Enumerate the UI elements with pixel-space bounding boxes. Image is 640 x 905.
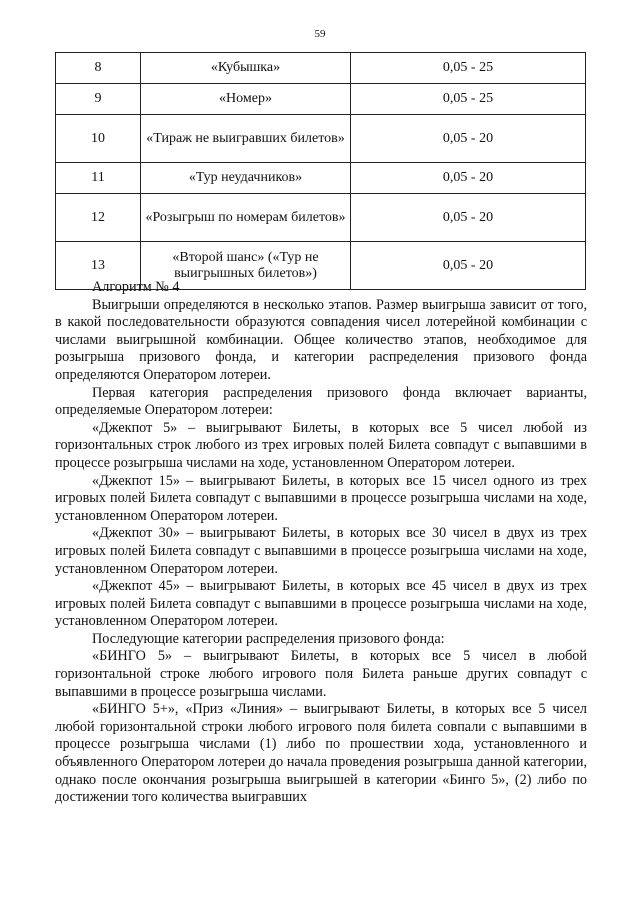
row-number: 8 <box>56 53 141 84</box>
row-number: 10 <box>56 115 141 163</box>
paragraph: «Джекпот 15» – выигрывают Билеты, в которых все 15 чисел одного из трех игровых полей Билета совпадут с выпавшими в процессе розыгрыша числами на ходе, установленном Оператором лотереи. <box>55 472 587 524</box>
category-name: «Тираж не выигравших билетов» <box>141 115 351 163</box>
paragraph: «БИНГО 5» – выигрывают Билеты, в которых все 5 чисел в любой горизонтальной строке любого игрового поля Билета раньше других совпадут с выпавшими в процессе розыгрыша числами. <box>55 648 587 700</box>
table-row <box>56 84 586 115</box>
paragraph: Последующие категории распределения призового фонда: <box>92 630 445 647</box>
category-name: «Номер» <box>141 84 351 115</box>
table-row <box>56 163 586 194</box>
paragraph: «Джекпот 45» – выигрывают Билеты, в которых все 45 чисел в двух из трех игровых полей Билета совпадут с выпавшими в процессе розыгрыша числами на ходе, установленном Оператором лотереи. <box>55 578 587 630</box>
category-name: «Розыгрыш по номерам билетов» <box>141 194 351 242</box>
table-row <box>56 53 586 84</box>
share-range: 0,05 - 20 <box>351 242 586 290</box>
share-range: 0,05 - 25 <box>351 84 586 115</box>
paragraph: Выигрыши определяются в несколько этапов. Размер выигрыша зависит от того, в какой последовательности образуются совпадения чисел лотерейной комбинации с числами выигрышной комбинации. Общее количество этапов, необходимое для розыгрыша призового фонда, и категории распределения призового фонда определяются Оператором лотереи. <box>55 296 587 383</box>
row-number: 13 <box>56 242 141 290</box>
paragraph: «Джекпот 30» – выигрывают Билеты, в которых все 30 чисел в двух из трех игровых полей Билета совпадут с выпавшими в процессе розыгрыша числами на ходе, установленном Оператором лотереи. <box>55 525 587 577</box>
row-number: 9 <box>56 84 141 115</box>
share-range: 0,05 - 20 <box>351 115 586 163</box>
paragraph: «БИНГО 5+», «Приз «Линия» – выигрывают Билеты, в которых все 5 чисел любой горизонтальной строки любого игрового поля билета совпали с выпавшими в процессе розыгрыша числами (1) либо по прошествии хода, установленного и объявленного Оператором лотереи до начала проведения розыгрыша данной категории, однако после окончания розыгрыша выигрышей в категории «Бинго 5», (2) либо по достижении того количества выигравших <box>55 701 587 806</box>
body-text <box>55 279 587 807</box>
row-number: 11 <box>56 163 141 194</box>
share-range: 0,05 - 25 <box>351 53 586 84</box>
prize-table <box>55 52 586 290</box>
paragraph: Первая категория распределения призового фонда включает варианты, определяемые Оператором лотереи: <box>55 384 587 419</box>
share-range: 0,05 - 20 <box>351 163 586 194</box>
category-name: «Тур неудачников» <box>141 163 351 194</box>
row-number: 12 <box>56 194 141 242</box>
table-row <box>56 115 586 163</box>
paragraph: «Джекпот 5» – выигрывают Билеты, в которых все 5 чисел любой из горизонтальных строк любого из трех игровых полей Билета совпадут с выпавшими в процессе розыгрыша числами на ходе, установленном Оператором лотереи. <box>55 419 587 471</box>
category-name: «Кубышка» <box>141 53 351 84</box>
page-number: 59 <box>314 28 326 40</box>
category-name: «Второй шанс» («Тур не выигрышных билетов») <box>141 242 351 290</box>
share-range: 0,05 - 20 <box>351 194 586 242</box>
algorithm-heading: Алгоритм № 4 <box>92 279 180 295</box>
table-row <box>56 194 586 242</box>
